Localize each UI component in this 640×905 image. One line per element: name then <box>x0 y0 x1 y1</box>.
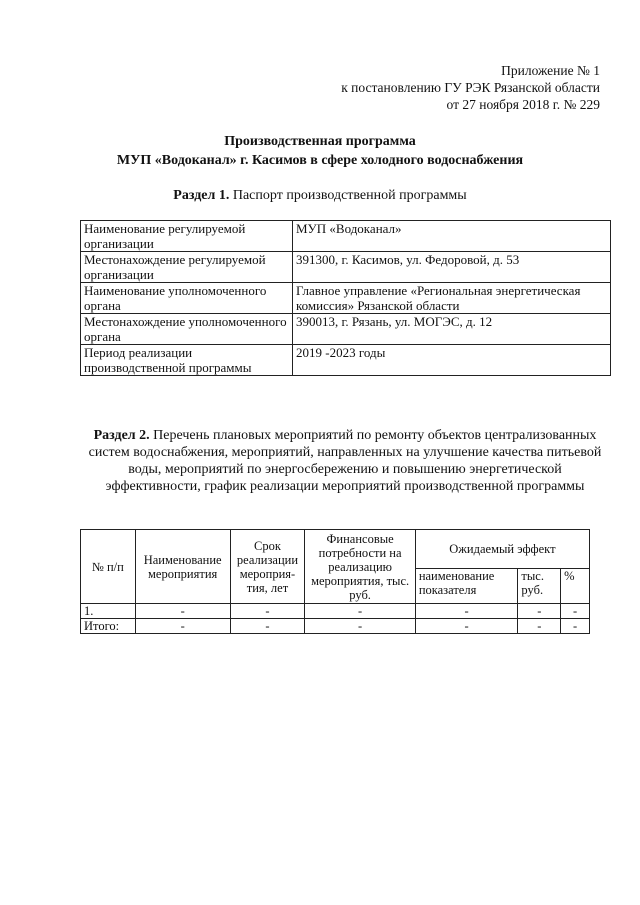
appendix-line-2: к постановлению ГУ РЭК Рязанской области <box>341 80 600 95</box>
plan-table <box>80 529 590 634</box>
header-term: Срок реализации мероприя-тия, лет <box>230 530 305 604</box>
passport-value: 390013, г. Рязань, ул. МОГЭС, д. 12 <box>293 314 611 345</box>
header-percent: % <box>561 569 590 604</box>
title-line-1: Производственная программа <box>224 134 416 149</box>
header-name: Наименование мероприятия <box>135 530 230 604</box>
section-1-text: Паспорт производственной программы <box>232 188 467 203</box>
cell-percent: - <box>561 619 590 634</box>
passport-label: Местонахождение уполномоченного органа <box>81 314 293 345</box>
table-row <box>81 221 611 252</box>
section-1-heading <box>0 188 640 204</box>
table-header-row <box>81 530 590 569</box>
header-num: № п/п <box>81 530 136 604</box>
header-indicator: наименование показателя <box>415 569 518 604</box>
table-row <box>81 283 611 314</box>
passport-value: Главное управление «Региональная энергетическая комиссия» Рязанской области <box>293 283 611 314</box>
appendix-line-1: Приложение № 1 <box>501 63 600 78</box>
table-row <box>81 604 590 619</box>
cell-thousand: - <box>518 604 561 619</box>
table-row <box>81 314 611 345</box>
passport-table <box>80 220 611 376</box>
passport-label: Период реализации производственной программы <box>81 345 293 376</box>
section-2-label: Раздел 2. <box>93 428 150 443</box>
cell-thousand: - <box>518 619 561 634</box>
passport-label: Местонахождение регулируемой организации <box>81 252 293 283</box>
appendix-note <box>341 62 600 113</box>
cell-num: 1. <box>81 604 136 619</box>
cell-percent: - <box>561 604 590 619</box>
header-thousand: тыс. руб. <box>518 569 561 604</box>
cell-num: Итого: <box>81 619 136 634</box>
section-2-text: Перечень плановых мероприятий по ремонту объектов централизованных систем водоснабжения, мероприятий, направленных на улучшение качества питьевой воды, мероприятий по энергосбережению и повышению энергетической эффективности, график реализации мероприятий производственной программы <box>88 428 602 494</box>
cell-name: - <box>135 619 230 634</box>
cell-term: - <box>230 619 305 634</box>
section-1-label: Раздел 1. <box>173 188 230 203</box>
table-row <box>81 619 590 634</box>
title-line-2: МУП «Водоканал» г. Касимов в сфере холодного водоснабжения <box>116 153 524 168</box>
cell-name: - <box>135 604 230 619</box>
passport-value: 391300, г. Касимов, ул. Федоровой, д. 53 <box>293 252 611 283</box>
passport-value: МУП «Водоканал» <box>293 221 611 252</box>
section-2-heading <box>80 427 610 495</box>
cell-finance: - <box>305 619 415 634</box>
table-row <box>81 345 611 376</box>
passport-label: Наименование уполномоченного органа <box>81 283 293 314</box>
appendix-line-3: от 27 ноября 2018 г. № 229 <box>446 97 600 112</box>
document-title <box>0 132 640 170</box>
cell-finance: - <box>305 604 415 619</box>
passport-label: Наименование регулируемой организации <box>81 221 293 252</box>
header-finance: Финансовые потребности на реализацию мероприятия, тыс. руб. <box>305 530 415 604</box>
header-effect: Ожидаемый эффект <box>415 530 589 569</box>
cell-term: - <box>230 604 305 619</box>
passport-value: 2019 -2023 годы <box>293 345 611 376</box>
cell-indicator: - <box>415 619 518 634</box>
cell-indicator: - <box>415 604 518 619</box>
table-row <box>81 252 611 283</box>
